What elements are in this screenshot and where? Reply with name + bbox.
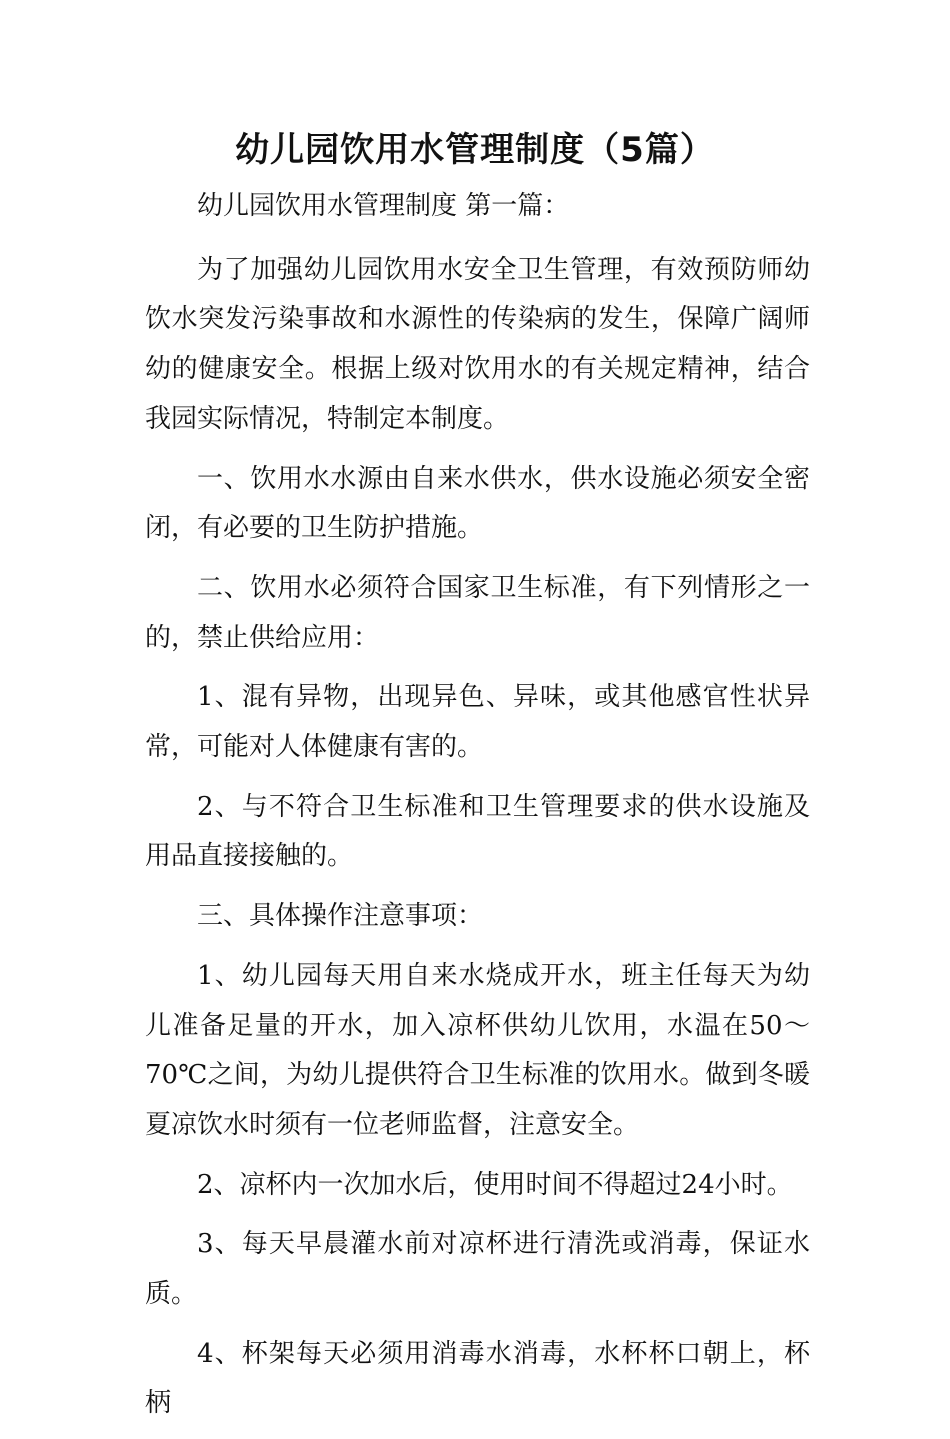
paragraph-item-2-1: 1、混有异物，出现异色、异味，或其他感官性状异常，可能对人体健康有害的。 [145,682,810,763]
paragraph-intro: 为了加强幼儿园饮用水安全卫生管理，有效预防师幼饮水突发污染事故和水源性的传染病的发生，保障广阔师幼的健康安全。根据上级对饮用水的有关规定精神，结合我园实际情况，特制定本制度。 [145,254,810,434]
section-heading: 幼儿园饮用水管理制度 第一篇： [197,191,570,221]
document-title: 幼儿园饮用水管理制度（5篇） [235,130,715,170]
paragraph-item-2-2: 2、与不符合卫生标准和卫生管理要求的供水设施及用品直接接触的。 [145,791,810,872]
paragraph-item-3-3: 3、每天早晨灌水前对凉杯进行清洗或消毒，保证水质。 [145,1229,810,1310]
paragraph-rule-2: 二、饮用水必须符合国家卫生标准，有下列情形之一的，禁止供给应用： [145,572,810,653]
paragraph-item-3-4: 4、杯架每天必须用消毒水消毒，水杯杯口朝上，杯柄 [145,1338,810,1419]
paragraph-rule-3: 三、具体操作注意事项： [197,901,484,932]
paragraph-rule-1: 一、饮用水水源由自来水供水，供水设施必须安全密闭，有必要的卫生防护措施。 [145,463,810,544]
document-body [145,182,810,1439]
paragraph-item-3-2: 2、凉杯内一次加水后，使用时间不得超过24小时。 [197,1169,793,1200]
paragraph-item-3-1: 1、幼儿园每天用自来水烧成开水，班主任每天为幼儿准备足量的开水，加入凉杯供幼儿饮用，水温在50～70℃之间，为幼儿提供符合卫生标准的饮用水。做到冬暖夏凉饮水时须有一位老师监督，注意安全。 [145,960,810,1140]
